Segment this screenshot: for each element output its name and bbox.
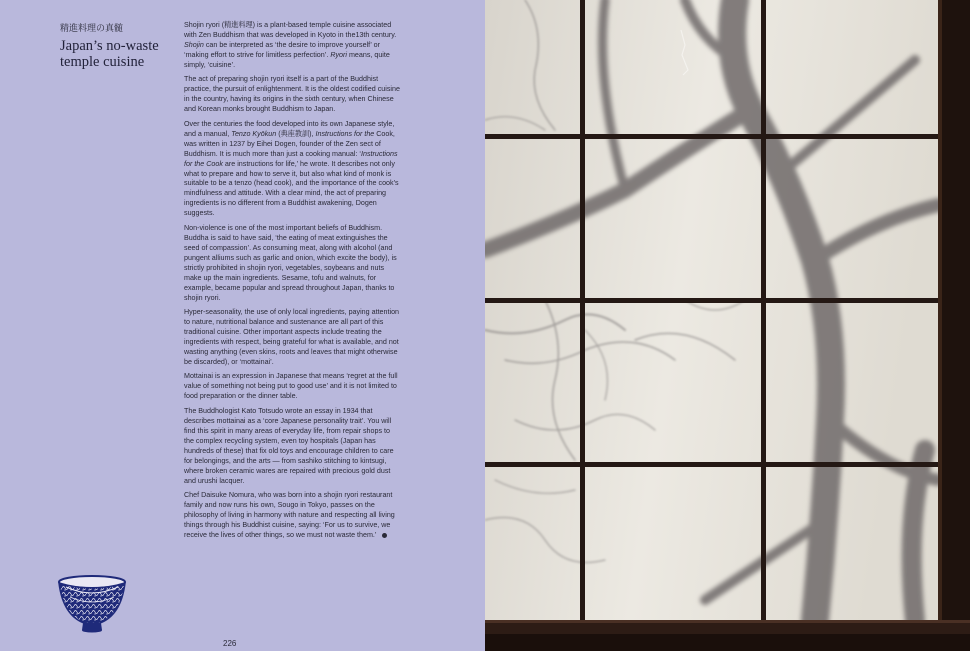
body-paragraph: [184, 120, 400, 220]
end-mark-icon: [382, 533, 387, 538]
body-text: [184, 21, 400, 541]
text-run: Cook, was written in 1237 by Eihei Dogen, founder of the Zen sect of Buddhism. It is much more than just a cooking manual: ‘: [184, 129, 395, 158]
shoji-photo-icon: [485, 0, 970, 651]
text-run: Chef Daisuke Nomura, who was born into a shojin ryori restaurant family and now runs his own, Sougo in Tokyo, passes on the philosophy of living in harmony with nature and respecting all living things through his Buddhist cuisine, saying: ‘For us to survive, we receive the lives of other things, so we must not waste them.’: [184, 491, 395, 539]
italic-run: Shojin: [184, 40, 204, 49]
text-run: are instructions for life,’ he wrote. It describes not only what to prepare and how to serve it, but also what kind of monk is suitable to be a tenzo (head cook), and the importance of the cook’s mindfulness and attitude. With a clear mind, the act of preparing ingredients is no different from a Buddhist awakening, Dogen suggests.: [184, 159, 399, 218]
italic-run: Tenzo Kyōkun: [231, 129, 277, 138]
bowl-icon: [56, 573, 128, 635]
body-paragraph: [184, 75, 400, 115]
page-title: Japan’s no-waste temple cuisine: [60, 38, 159, 70]
body-paragraph: [184, 224, 400, 304]
italic-run: Ryori: [330, 50, 347, 59]
italic-run: Instructions for the Cook: [184, 149, 398, 168]
page-number: 226: [223, 639, 237, 648]
text-run: Shojin ryori (精進料理) is a plant-based temple cuisine associated with Zen Buddhism that was developed in Kyoto in the13th century.: [184, 21, 397, 39]
right-page: [485, 0, 970, 651]
text-run: means, quite simply, ‘cuisine’.: [184, 50, 390, 69]
body-paragraph: [184, 21, 400, 71]
kanji-label: 精進料理の真髄: [60, 24, 124, 34]
body-paragraph: [184, 308, 400, 368]
text-run: Hyper-seasonality, the use of only local ingredients, paying attention to nature, nutritional balance and sustenance are all part of this traditional cuisine. Other important aspects include treating the ingredients with respect, being grateful for what is available, and not wasting anything (even skins, roots and leaves that might otherwise be discarded), or ‘mottainai’.: [184, 308, 400, 366]
italic-run: Instructions for the: [315, 129, 375, 138]
text-run: can be interpreted as ‘the desire to improve yourself’ or ‘making effort to strive for limitless perfection’.: [184, 40, 380, 59]
text-run: (典座教訓),: [276, 129, 316, 138]
text-run: The act of preparing shojin ryori itself is a part of the Buddhist practice, the pursuit of enlightenment. It is the oldest codified cuisine in the country, having its origins in the sixth century, when Chinese and Korean monks brought Buddhism to Japan.: [184, 75, 400, 114]
body-paragraph: [184, 491, 400, 541]
body-paragraph: [184, 372, 400, 402]
text-run: The Buddhologist Kato Totsudo wrote an essay in 1934 that describes mottainai as a ‘core Japanese personality trait’. You will find this spirit in many areas of everyday life, from repair shops to the complex recycling system, even toy hospitals (Japan has hundreds of these) that fix old toys and encourage children to care for belongings, and the arts — from sashiko stitching to kintsugi, where broken ceramic wares are repaired with precious gold dust and urushi lacquer.: [184, 406, 394, 485]
text-run: Over the centuries the food developed into its own Japanese style, and a manual,: [184, 119, 395, 138]
body-paragraph: [184, 407, 400, 487]
text-run: Mottainai is an expression in Japanese that means ‘regret at the full value of something not being put to good use’ and it is not limited to food preparation or the dinner table.: [184, 372, 398, 401]
text-run: Non-violence is one of the most important beliefs of Buddhism. Buddha is said to have said, ‘the eating of meat extinguishes the seed of compassion’. As consuming meat, along with alcohol (and pungent alliums such as garlic and onion, which excite the body), is strictly prohibited in shojin ryori, vegetables, soybeans and nuts make up the main ingredients. Sesame, tofu and walnuts, for example, became popular and spread throughout Japan, thanks to shojin ryori.: [184, 223, 397, 302]
